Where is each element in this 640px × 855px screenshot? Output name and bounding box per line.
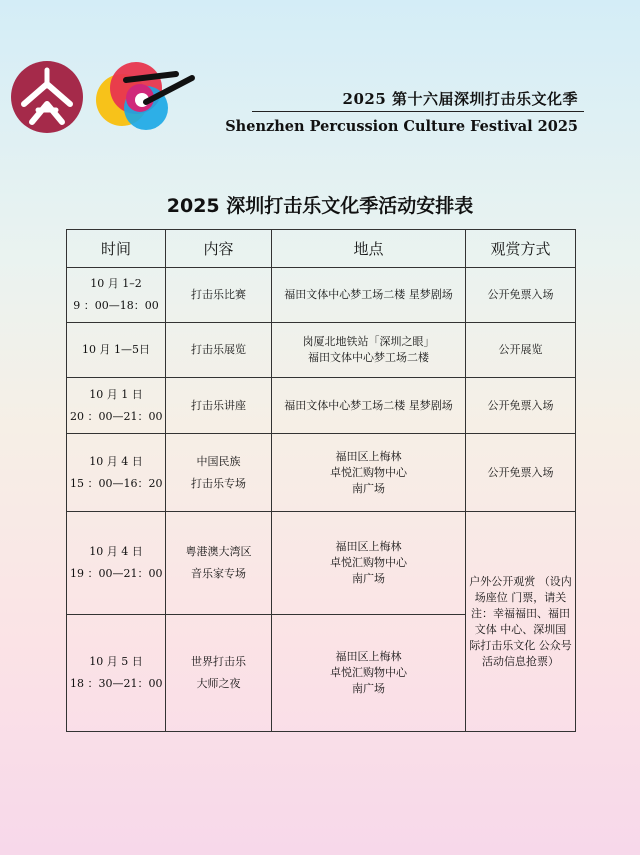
viewing-cell: 公开展览 bbox=[466, 323, 576, 378]
time-date: 10 月 1—5日 bbox=[82, 343, 150, 356]
time-hours: 9 ：00—18：00 bbox=[73, 299, 159, 312]
location-line: 卓悦汇购物中心 bbox=[330, 666, 407, 679]
time-cell bbox=[67, 268, 166, 323]
header-location: 地点 bbox=[272, 230, 466, 268]
header-title: 2025 第十六届深圳打击乐文化季 bbox=[342, 90, 578, 108]
time-date: 10 月 1 日 bbox=[89, 387, 143, 401]
location-line: 卓悦汇购物中心 bbox=[330, 465, 407, 479]
time-hours: 20 ：00—21：00 bbox=[70, 409, 163, 423]
festival-emblem-logo bbox=[10, 60, 84, 134]
time-hours: 18 ：30—21：00 bbox=[70, 677, 163, 690]
location-line: 南广场 bbox=[352, 682, 385, 695]
time-cell bbox=[67, 615, 166, 732]
time-date: 10 月 4 日 bbox=[89, 454, 143, 468]
header-time: 时间 bbox=[67, 230, 166, 268]
location-line: 福田区上梅林 bbox=[335, 540, 402, 553]
viewing-cell: 公开免票入场 bbox=[466, 378, 576, 434]
location-cell bbox=[272, 323, 466, 378]
location-line: 岗厦北地铁站「深圳之眼」 bbox=[302, 335, 435, 348]
table-row bbox=[67, 378, 576, 434]
time-date: 10 月 1–2 bbox=[90, 277, 142, 290]
content-line: 大师之夜 bbox=[196, 677, 241, 690]
location-line: 福田文体中心梦工场二楼 星梦剧场 bbox=[284, 288, 453, 301]
location-line: 福田区上梅林 bbox=[335, 650, 402, 663]
header-divider bbox=[252, 111, 584, 112]
location-cell bbox=[272, 268, 466, 323]
time-cell bbox=[67, 512, 166, 615]
merged-viewing-cell: 户外公开观赏 （设内场座位 门票，请关注：幸福福田、福田文体 中心、深圳国 际打击乐文化 公众号活动信息抢票） bbox=[466, 512, 576, 732]
viewing-cell: 公开免票入场 bbox=[466, 434, 576, 512]
time-cell bbox=[67, 434, 166, 512]
location-cell bbox=[272, 615, 466, 732]
content-cell bbox=[166, 615, 272, 732]
content-line: 打击乐比赛 bbox=[191, 288, 246, 301]
time-cell bbox=[67, 323, 166, 378]
location-line: 福田文体中心梦工场二楼 bbox=[308, 351, 429, 364]
content-cell bbox=[166, 268, 272, 323]
content-line: 打击乐专场 bbox=[191, 476, 246, 490]
content-cell bbox=[166, 512, 272, 615]
location-cell bbox=[272, 512, 466, 615]
header-subtitle: Shenzhen Percussion Culture Festival 2025 bbox=[225, 118, 578, 135]
location-line: 南广场 bbox=[352, 481, 385, 495]
content-line: 世界打击乐 bbox=[191, 655, 246, 668]
location-line: 福田文体中心梦工场二楼 星梦剧场 bbox=[284, 398, 453, 412]
schedule-table bbox=[66, 229, 576, 732]
table-header-row bbox=[67, 230, 576, 268]
table-row bbox=[67, 512, 576, 615]
table-row bbox=[67, 268, 576, 323]
content-cell bbox=[166, 378, 272, 434]
location-cell bbox=[272, 434, 466, 512]
header-content: 内容 bbox=[166, 230, 272, 268]
viewing-cell: 公开免票入场 bbox=[466, 268, 576, 323]
content-line: 音乐家专场 bbox=[191, 567, 246, 580]
time-cell bbox=[67, 378, 166, 434]
content-line: 打击乐讲座 bbox=[191, 398, 246, 412]
table-row bbox=[67, 434, 576, 512]
content-line: 打击乐展览 bbox=[191, 343, 246, 356]
location-cell bbox=[272, 378, 466, 434]
table-row bbox=[67, 323, 576, 378]
header-viewing: 观赏方式 bbox=[466, 230, 576, 268]
content-cell bbox=[166, 323, 272, 378]
content-line: 粤港澳大湾区 bbox=[185, 545, 252, 558]
time-hours: 19 ：00—21：00 bbox=[70, 567, 163, 580]
location-line: 卓悦汇购物中心 bbox=[330, 556, 407, 569]
page-title: 2025 深圳打击乐文化季活动安排表 bbox=[166, 195, 474, 217]
location-line: 福田区上梅林 bbox=[335, 449, 402, 463]
content-line: 中国民族 bbox=[196, 454, 241, 468]
content-cell bbox=[166, 434, 272, 512]
location-line: 南广场 bbox=[352, 572, 385, 585]
percussion-drum-logo bbox=[96, 58, 200, 134]
time-date: 10 月 5 日 bbox=[89, 655, 143, 668]
time-hours: 15 ：00—16：20 bbox=[70, 476, 163, 490]
time-date: 10 月 4 日 bbox=[89, 545, 143, 558]
